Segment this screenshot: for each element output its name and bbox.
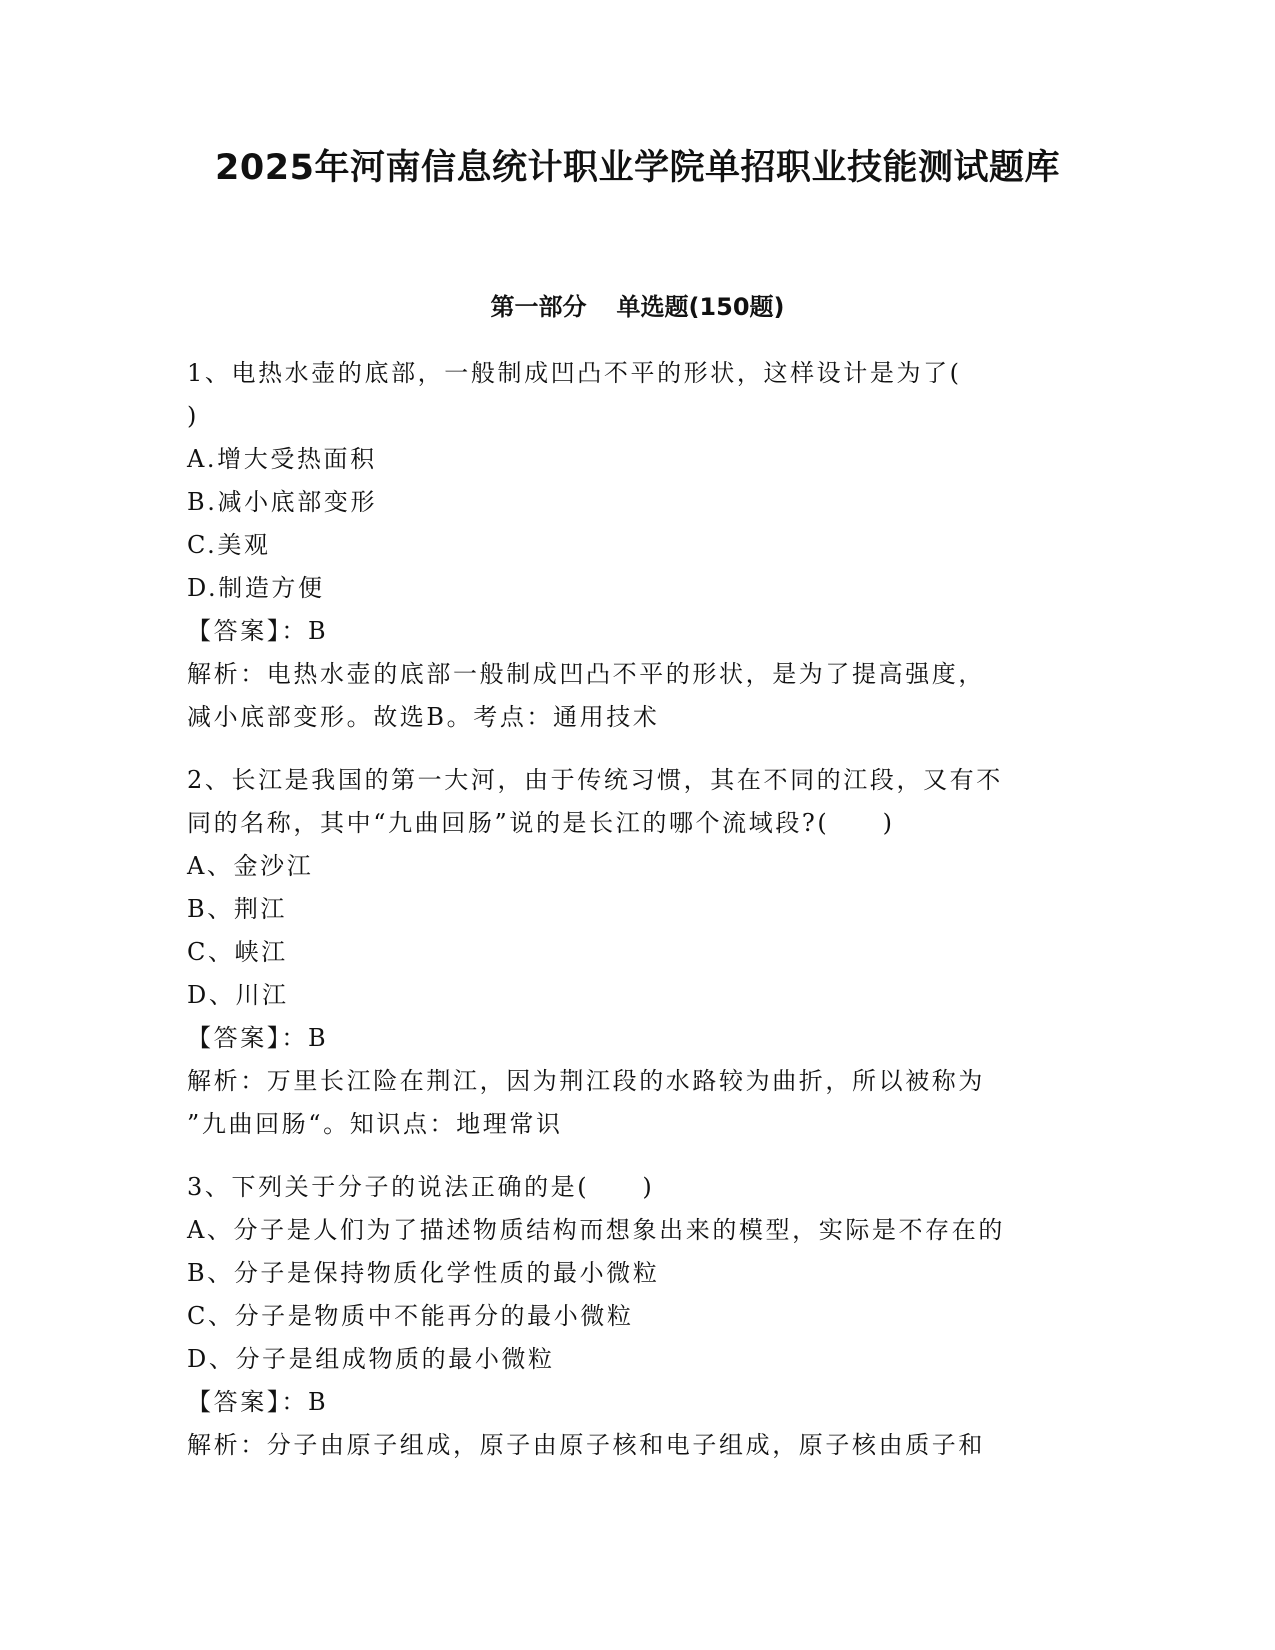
analysis-line: 减小底部变形。故选B。考点：通用技术 — [187, 703, 660, 731]
question-3 — [187, 1166, 1087, 1467]
question-stem-line: 2、长江是我国的第一大河，由于传统习惯，其在不同的江段，又有不 — [187, 766, 1003, 794]
option-b: B、荆江 — [187, 895, 288, 923]
option-d: D、分子是组成物质的最小微粒 — [187, 1345, 555, 1373]
analysis-line: 解析：分子由原子组成，原子由原子核和电子组成，原子核由质子和 — [187, 1431, 985, 1459]
answer-value: B — [308, 617, 329, 645]
option-d: D.制造方便 — [187, 574, 325, 602]
answer-separator: ： — [281, 617, 309, 645]
answer-line — [187, 610, 1087, 653]
question-1 — [187, 352, 1087, 739]
answer-line — [187, 1017, 1087, 1060]
option-c: C、分子是物质中不能再分的最小微粒 — [187, 1302, 634, 1330]
analysis-line: ”九曲回肠“。知识点：地理常识 — [187, 1110, 563, 1138]
option-b: B、分子是保持物质化学性质的最小微粒 — [187, 1259, 660, 1287]
question-stem-line: ) — [187, 402, 199, 430]
question-stem-line: 1、电热水壶的底部，一般制成凹凸不平的形状，这样设计是为了( — [187, 359, 962, 387]
section-part: 第一部分 — [490, 293, 587, 321]
analysis-line: 解析：万里长江险在荆江，因为荆江段的水路较为曲折，所以被称为 — [187, 1067, 985, 1095]
section-name: 单选题(150题) — [616, 293, 785, 321]
section-title — [0, 290, 1275, 324]
question-2 — [187, 759, 1087, 1146]
option-b: B.减小底部变形 — [187, 488, 378, 516]
option-d: D、川江 — [187, 981, 289, 1009]
option-c: C.美观 — [187, 531, 271, 559]
answer-label: 【答案】 — [187, 1388, 282, 1416]
answer-value: B — [308, 1024, 329, 1052]
option-a: A.增大受热面积 — [187, 445, 377, 473]
answer-label: 【答案】 — [187, 617, 282, 645]
question-stem-line: 3、下列关于分子的说法正确的是( ) — [187, 1173, 655, 1201]
question-list — [187, 352, 1087, 1487]
option-a: A、金沙江 — [187, 852, 314, 880]
answer-separator: ： — [281, 1024, 309, 1052]
answer-value: B — [308, 1388, 329, 1416]
option-a: A、分子是人们为了描述物质结构而想象出来的模型，实际是不存在的 — [187, 1216, 1005, 1244]
answer-line — [187, 1381, 1087, 1424]
question-stem-line: 同的名称，其中“九曲回肠”说的是长江的哪个流域段?( ) — [187, 809, 895, 837]
answer-label: 【答案】 — [187, 1024, 282, 1052]
option-c: C、峡江 — [187, 938, 288, 966]
analysis-line: 解析：电热水壶的底部一般制成凹凸不平的形状，是为了提高强度， — [187, 660, 985, 688]
answer-separator: ： — [281, 1388, 309, 1416]
document-title: 2025年河南信息统计职业学院单招职业技能测试题库 — [215, 148, 1060, 188]
